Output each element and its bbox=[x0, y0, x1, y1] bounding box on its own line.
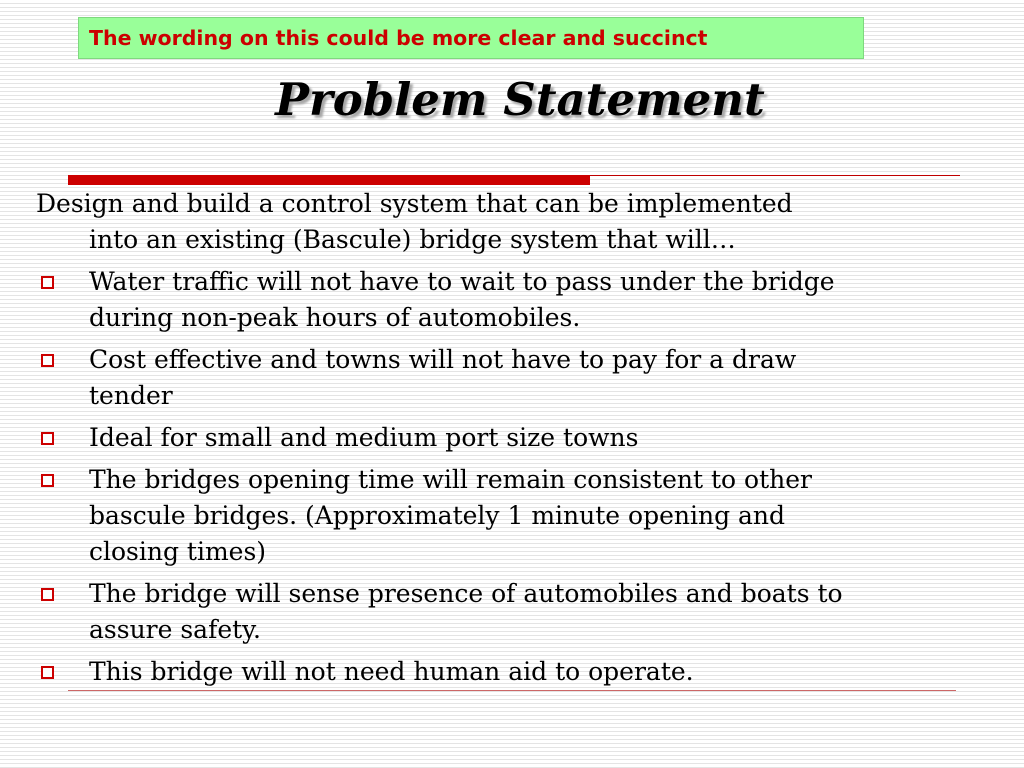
title-accent-bar bbox=[68, 175, 590, 185]
intro-line: into an existing (Bascule) bridge system that will… bbox=[89, 225, 736, 254]
bullet-line: This bridge will not need human aid to operate. bbox=[89, 657, 694, 686]
list-item bbox=[36, 420, 966, 456]
square-bullet-icon bbox=[41, 474, 54, 487]
bullet-line: Cost effective and towns will not have to pay for a draw bbox=[89, 345, 797, 374]
intro-line: Design and build a control system that can be implemented bbox=[36, 189, 793, 218]
bullet-line: bascule bridges. (Approximately 1 minute opening and bbox=[89, 501, 786, 530]
list-item bbox=[36, 342, 966, 414]
bullet-line: Ideal for small and medium port size towns bbox=[89, 423, 639, 452]
list-item bbox=[36, 462, 966, 570]
bullet-line: tender bbox=[89, 381, 173, 410]
review-comment-box bbox=[78, 17, 864, 59]
square-bullet-icon bbox=[41, 354, 54, 367]
list-item bbox=[36, 654, 966, 690]
square-bullet-icon bbox=[41, 588, 54, 601]
bullet-line: assure safety. bbox=[89, 615, 261, 644]
square-bullet-icon bbox=[41, 432, 54, 445]
bullet-line: closing times) bbox=[89, 537, 267, 566]
bullet-line: The bridges opening time will remain consistent to other bbox=[89, 465, 812, 494]
bullet-line: during non-peak hours of automobiles. bbox=[89, 303, 581, 332]
bullet-line: Water traffic will not have to wait to pass under the bridge bbox=[89, 267, 835, 296]
square-bullet-icon bbox=[41, 276, 54, 289]
list-item bbox=[36, 264, 966, 336]
square-bullet-icon bbox=[41, 666, 54, 679]
review-comment-text: The wording on this could be more clear and succinct bbox=[89, 26, 708, 50]
slide-body bbox=[36, 186, 966, 696]
intro-paragraph bbox=[36, 186, 966, 258]
bullet-line: The bridge will sense presence of automobiles and boats to bbox=[89, 579, 843, 608]
list-item bbox=[36, 576, 966, 648]
slide-title: Problem Statement bbox=[275, 73, 765, 126]
footer-divider-line bbox=[68, 690, 956, 691]
